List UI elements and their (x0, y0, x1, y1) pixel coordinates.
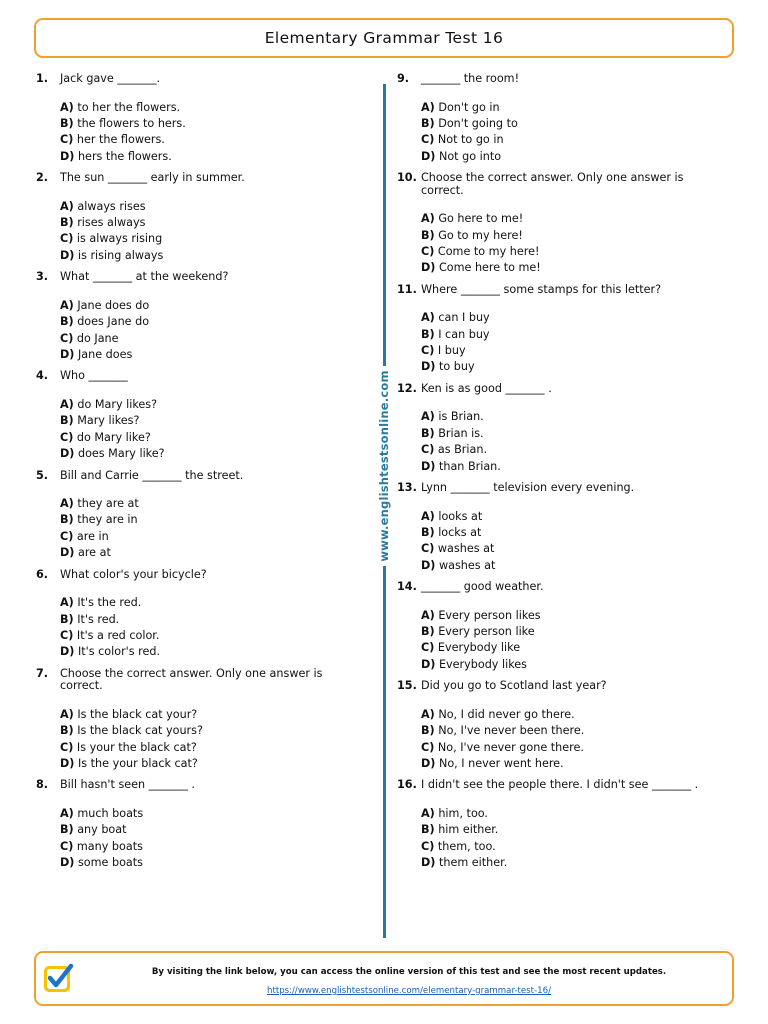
option-letter: A) (421, 806, 435, 820)
option-text: are at (77, 546, 111, 560)
answer-option[interactable] (421, 211, 727, 227)
question-text: Lynn _______ television every evening. (421, 481, 635, 494)
option-text: do Mary like? (76, 430, 151, 444)
question-item (36, 73, 366, 165)
option-letter: C) (421, 542, 435, 556)
option-text: Is the black cat yours? (77, 724, 203, 738)
option-text: do Mary likes? (77, 397, 158, 411)
footer-note: By visiting the link below, you can access the online version of this test and see the most recent updates. (151, 967, 667, 977)
answer-option[interactable] (60, 839, 366, 855)
option-text: washes at (438, 558, 496, 572)
answer-option[interactable] (60, 100, 366, 116)
answer-option[interactable] (421, 343, 727, 359)
option-text: washes at (437, 542, 495, 556)
question-stem (397, 482, 727, 495)
answer-option[interactable] (421, 228, 727, 244)
option-text: hers the flowers. (77, 149, 172, 163)
option-letter: A) (60, 806, 74, 820)
option-text: is always rising (76, 232, 163, 246)
question-text: Ken is as good _______ . (421, 381, 552, 395)
question-stem (36, 470, 366, 483)
answer-option[interactable] (60, 529, 366, 545)
answer-options (397, 509, 727, 575)
option-letter: A) (421, 212, 435, 226)
option-text: Come to my here! (437, 244, 540, 258)
question-item (36, 569, 366, 661)
question-stem (36, 668, 366, 693)
option-letter: D) (421, 360, 436, 374)
question-text: Who _______ (60, 369, 128, 383)
option-text: Jane does (77, 347, 133, 361)
answer-option[interactable] (421, 426, 727, 442)
answer-options (36, 397, 366, 463)
option-text: her the flowers. (76, 133, 165, 147)
footer-link[interactable]: https://www.englishtestsonline.com/elementary-grammar-test-16/ (267, 986, 551, 996)
answer-options (397, 100, 727, 166)
answer-option[interactable] (421, 558, 727, 574)
question-item (36, 370, 366, 462)
question-stem (36, 172, 366, 185)
option-text: It's a red color. (76, 628, 160, 642)
answer-options (36, 707, 366, 773)
option-text: No, I did never go there. (438, 707, 575, 721)
option-letter: B) (60, 116, 74, 130)
answer-option[interactable] (60, 149, 366, 165)
question-item (397, 482, 727, 574)
option-text: Jane does do (77, 298, 150, 312)
answer-option[interactable] (421, 310, 727, 326)
answer-option[interactable] (421, 409, 727, 425)
option-text: Is the your black cat? (77, 756, 198, 770)
option-text: many boats (76, 839, 143, 853)
answer-option[interactable] (60, 116, 366, 132)
question-number: 8. (36, 778, 49, 792)
answer-option[interactable] (421, 624, 727, 640)
option-letter: D) (60, 645, 75, 659)
option-letter: D) (60, 248, 75, 262)
option-text: them either. (438, 856, 508, 870)
option-letter: A) (60, 100, 74, 114)
option-letter: D) (60, 756, 75, 770)
option-text: him either. (438, 823, 499, 837)
question-number: 6. (36, 567, 49, 581)
option-text: locks at (438, 525, 482, 539)
option-text: Every person like (438, 625, 535, 639)
answer-options (397, 707, 727, 773)
answer-option[interactable] (60, 298, 366, 314)
page-title: Elementary Grammar Test 16 (264, 29, 504, 47)
answer-option[interactable] (421, 100, 727, 116)
option-text: Every person likes (438, 608, 541, 622)
answer-options (397, 806, 727, 872)
option-letter: C) (421, 244, 435, 258)
option-letter: C) (60, 839, 74, 853)
question-stem (397, 680, 727, 693)
option-text: than Brian. (438, 459, 501, 473)
question-number: 13. (397, 481, 417, 494)
option-letter: A) (421, 707, 435, 721)
right-question-column (397, 73, 727, 879)
option-letter: B) (421, 823, 435, 837)
question-stem (36, 73, 366, 86)
answer-option[interactable] (60, 199, 366, 215)
option-letter: B) (60, 612, 74, 626)
question-stem (397, 581, 727, 594)
option-text: No, I've never been there. (438, 724, 585, 738)
question-number: 9. (397, 72, 410, 85)
question-item (36, 172, 366, 264)
option-letter: D) (421, 459, 436, 473)
option-letter: A) (421, 311, 435, 325)
option-text: some boats (77, 856, 143, 870)
option-letter: B) (60, 724, 74, 738)
option-text: Is the black cat your? (77, 707, 198, 721)
option-text: the flowers to hers. (77, 116, 186, 130)
question-number: 10. (397, 171, 417, 185)
answer-option[interactable] (421, 327, 727, 343)
option-letter: D) (60, 149, 75, 163)
answer-option[interactable] (60, 756, 366, 772)
option-text: is rising always (77, 248, 164, 262)
option-letter: A) (60, 707, 74, 721)
answer-option[interactable] (421, 132, 727, 148)
question-text: Choose the correct answer. Only one answer is correct. (421, 171, 684, 197)
option-text: Brian is. (438, 426, 484, 440)
answer-option[interactable] (60, 413, 366, 429)
answer-option[interactable] (421, 260, 727, 276)
question-text: Did you go to Scotland last year? (421, 679, 607, 693)
answer-option[interactable] (60, 132, 366, 148)
option-letter: B) (60, 513, 74, 527)
option-text: any boat (77, 823, 127, 837)
answer-option[interactable] (60, 430, 366, 446)
question-text: Bill and Carrie _______ the street. (60, 468, 244, 482)
question-item (36, 470, 366, 562)
question-text: I didn't see the people there. I didn't see _______ . (421, 778, 699, 792)
column-divider-top (383, 84, 386, 366)
option-letter: A) (60, 298, 74, 312)
answer-options (36, 199, 366, 265)
question-item (36, 779, 366, 871)
question-stem (36, 779, 366, 792)
option-letter: C) (60, 133, 74, 147)
option-text: is Brian. (438, 410, 484, 424)
footer-box (34, 951, 734, 1006)
question-text: Jack gave _______. (60, 72, 161, 85)
answer-option[interactable] (60, 855, 366, 871)
option-letter: B) (60, 216, 74, 230)
question-stem (397, 172, 727, 197)
question-stem (397, 284, 727, 297)
option-text: It's the red. (77, 596, 142, 610)
left-question-column (36, 73, 366, 879)
option-letter: B) (60, 823, 74, 837)
option-letter: C) (60, 740, 74, 754)
answer-option[interactable] (60, 496, 366, 512)
answer-option[interactable] (60, 806, 366, 822)
answer-option[interactable] (60, 723, 366, 739)
option-text: Not go into (438, 149, 502, 163)
option-text: Is your the black cat? (76, 740, 197, 754)
option-text: does Mary like? (77, 447, 165, 461)
answer-option[interactable] (60, 545, 366, 561)
option-letter: D) (60, 856, 75, 870)
answer-option[interactable] (60, 612, 366, 628)
option-letter: D) (421, 657, 436, 671)
answer-options (397, 211, 727, 277)
answer-option[interactable] (60, 331, 366, 347)
answer-options (397, 409, 727, 475)
option-letter: C) (421, 740, 435, 754)
option-text: It's red. (77, 612, 120, 626)
question-text: Bill hasn't seen _______ . (60, 778, 195, 792)
option-letter: C) (60, 430, 74, 444)
question-stem (36, 569, 366, 582)
answer-option[interactable] (421, 359, 727, 375)
footer-text (96, 966, 722, 998)
answer-option[interactable] (421, 740, 727, 756)
question-stem (36, 271, 366, 284)
option-text: they are at (77, 497, 139, 510)
option-text: as Brian. (437, 443, 488, 457)
option-text: do Jane (76, 331, 119, 345)
answer-option[interactable] (421, 541, 727, 557)
question-item (397, 383, 727, 475)
option-text: No, I never went here. (438, 756, 564, 770)
option-text: Come here to me! (438, 261, 541, 275)
option-letter: D) (421, 756, 436, 770)
question-stem (397, 73, 727, 86)
option-letter: D) (60, 447, 75, 461)
column-divider-bottom (383, 566, 386, 938)
question-number: 5. (36, 468, 49, 482)
answer-option[interactable] (60, 512, 366, 528)
question-text: _______ good weather. (421, 580, 544, 594)
option-letter: B) (421, 116, 435, 130)
answer-options (36, 496, 366, 562)
option-letter: C) (421, 839, 435, 853)
question-text: Choose the correct answer. Only one answer is correct. (60, 666, 323, 693)
answer-option[interactable] (421, 116, 727, 132)
option-text: can I buy (438, 311, 490, 325)
option-letter: D) (421, 558, 436, 572)
answer-options (397, 608, 727, 674)
option-letter: D) (60, 347, 75, 361)
answer-option[interactable] (421, 855, 727, 871)
answer-options (36, 806, 366, 872)
answer-option[interactable] (421, 822, 727, 838)
question-item (397, 284, 727, 376)
option-letter: B) (421, 228, 435, 242)
option-text: It's color's red. (77, 645, 161, 659)
option-letter: D) (60, 546, 75, 560)
option-text: him, too. (438, 806, 488, 820)
answer-option[interactable] (60, 215, 366, 231)
option-text: them, too. (437, 839, 496, 853)
option-text: does Jane do (77, 315, 150, 329)
question-item (397, 581, 727, 673)
question-item (397, 172, 727, 277)
option-text: are in (76, 529, 109, 543)
question-stem (397, 779, 727, 792)
option-text: rises always (77, 216, 146, 230)
option-text: I can buy (438, 327, 490, 341)
question-item (36, 271, 366, 363)
option-letter: A) (60, 596, 74, 610)
option-letter: A) (60, 497, 74, 510)
answer-option[interactable] (421, 806, 727, 822)
answer-option[interactable] (60, 248, 366, 264)
option-letter: C) (60, 331, 74, 345)
answer-option[interactable] (421, 839, 727, 855)
option-text: to buy (438, 360, 475, 374)
question-number: 11. (397, 282, 417, 296)
option-letter: C) (60, 529, 74, 543)
question-text: What _______ at the weekend? (60, 270, 229, 284)
answer-option[interactable] (421, 442, 727, 458)
question-item (397, 680, 727, 772)
question-item (397, 73, 727, 165)
answer-option[interactable] (60, 314, 366, 330)
answer-option[interactable] (421, 149, 727, 165)
checkbox-checkmark-icon (42, 962, 74, 994)
answer-option[interactable] (421, 657, 727, 673)
answer-option[interactable] (60, 707, 366, 723)
option-letter: B) (60, 414, 74, 428)
answer-option[interactable] (421, 509, 727, 525)
option-letter: D) (421, 261, 436, 275)
answer-option[interactable] (60, 822, 366, 838)
option-letter: B) (60, 315, 74, 329)
question-number: 3. (36, 270, 49, 284)
option-text: to her the flowers. (77, 100, 181, 114)
option-letter: D) (421, 149, 436, 163)
answer-option[interactable] (421, 707, 727, 723)
option-text: Don't go in (438, 100, 500, 114)
answer-options (397, 310, 727, 376)
question-stem (397, 383, 727, 396)
answer-option[interactable] (60, 446, 366, 462)
question-text: The sun _______ early in summer. (60, 171, 245, 185)
question-number: 7. (36, 666, 49, 680)
question-number: 1. (36, 72, 49, 85)
answer-option[interactable] (60, 231, 366, 247)
option-letter: C) (421, 133, 435, 147)
answer-option[interactable] (421, 244, 727, 260)
option-letter: B) (421, 426, 435, 440)
option-letter: B) (421, 625, 435, 639)
answer-option[interactable] (421, 459, 727, 475)
option-letter: C) (60, 232, 74, 246)
option-text: Everybody likes (438, 657, 527, 671)
question-number: 14. (397, 580, 417, 594)
option-letter: B) (421, 724, 435, 738)
title-box (34, 18, 734, 58)
option-letter: A) (421, 410, 435, 424)
answer-options (36, 298, 366, 364)
answer-option[interactable] (60, 347, 366, 363)
option-letter: B) (421, 327, 435, 341)
option-letter: B) (421, 525, 435, 539)
question-item (397, 779, 727, 871)
option-letter: C) (421, 443, 435, 457)
question-number: 4. (36, 369, 49, 383)
option-letter: A) (60, 397, 74, 411)
option-letter: C) (421, 641, 435, 655)
answer-option[interactable] (60, 628, 366, 644)
option-letter: A) (421, 608, 435, 622)
option-text: much boats (77, 806, 144, 820)
option-letter: A) (421, 509, 435, 523)
question-text: What color's your bicycle? (60, 567, 207, 581)
option-text: Go here to me! (438, 212, 524, 226)
option-letter: C) (60, 628, 74, 642)
option-text: No, I've never gone there. (437, 740, 584, 754)
answer-option[interactable] (421, 608, 727, 624)
answer-option[interactable] (421, 723, 727, 739)
option-text: Mary likes? (77, 414, 140, 428)
answer-option[interactable] (60, 397, 366, 413)
question-number: 16. (397, 778, 417, 792)
question-item (36, 668, 366, 773)
answer-option[interactable] (421, 640, 727, 656)
answer-options (36, 100, 366, 166)
answer-option[interactable] (60, 644, 366, 660)
question-text: Where _______ some stamps for this letter? (421, 282, 662, 296)
side-website-label[interactable]: www.englishtestsonline.com (377, 370, 391, 562)
option-text: they are in (77, 513, 138, 527)
question-number: 15. (397, 679, 417, 693)
answer-option[interactable] (60, 740, 366, 756)
option-letter: A) (421, 100, 435, 114)
option-text: Everybody like (437, 641, 521, 655)
answer-option[interactable] (421, 756, 727, 772)
option-letter: C) (421, 344, 435, 358)
option-text: Don't going to (438, 116, 518, 130)
question-stem (36, 370, 366, 383)
option-letter: D) (421, 856, 436, 870)
answer-option[interactable] (60, 595, 366, 611)
answer-option[interactable] (421, 525, 727, 541)
question-number: 12. (397, 381, 417, 395)
option-text: Not to go in (437, 133, 504, 147)
option-text: always rises (77, 199, 146, 213)
question-number: 2. (36, 171, 49, 185)
answer-options (36, 595, 366, 661)
option-text: I buy (437, 344, 466, 358)
option-letter: A) (60, 199, 74, 213)
option-text: looks at (438, 509, 483, 523)
question-text: _______ the room! (421, 72, 520, 85)
option-text: Go to my here! (438, 228, 523, 242)
